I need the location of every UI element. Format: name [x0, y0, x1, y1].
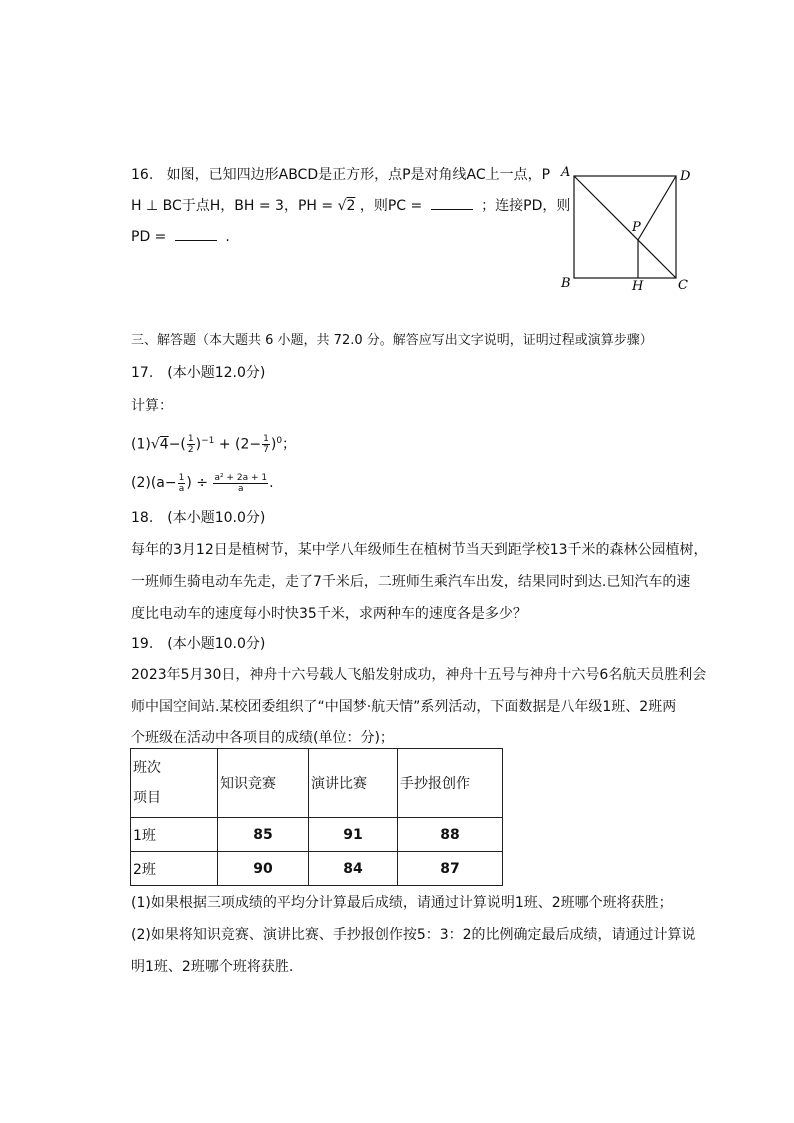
q16-sqrt-value: 2 — [346, 198, 356, 214]
q17-intro: 计算： — [131, 398, 173, 414]
segment-pd — [638, 176, 676, 240]
q17-part1-label: (1) — [131, 436, 151, 453]
fraction-denominator: 7 — [263, 445, 269, 456]
q16-text-line2b: ，则PC = — [359, 198, 423, 214]
q17-plus: + (2− — [214, 436, 262, 453]
q17-close-paren: ) — [195, 436, 202, 453]
corner-bottom-label: 项目 — [133, 790, 161, 806]
q16-text-line3b: . — [225, 229, 230, 245]
q19-part1: (1)如果根据三项成绩的平均分计算最后成绩，请通过计算说明1班、2班哪个班将获胜； — [131, 895, 673, 911]
q16-text-line2a: H ⊥ BC于点H，BH = 3，PH = — [131, 198, 334, 214]
q16-line1 — [131, 165, 550, 185]
scores-table — [130, 748, 503, 886]
cell-value: 87 — [398, 852, 503, 886]
exponent-neg-one: −1 — [201, 436, 215, 446]
q17-part1-end: ； — [282, 436, 297, 453]
q19-line-3: 个班级在活动中各项目的成绩(单位：分)； — [131, 730, 394, 746]
row-label: 1班 — [131, 818, 218, 852]
q17-part2-end: . — [269, 475, 274, 491]
q19-line-2: 师中国空间站.某校团委组织了“中国梦·航天情”系列活动，下面数据是八年级1班、2班两 — [131, 699, 677, 715]
sqrt-sign: √ — [337, 198, 347, 214]
row-label: 2班 — [131, 852, 218, 886]
q17-minus: −( — [168, 436, 186, 453]
q17-part2 — [131, 470, 274, 496]
fraction-numerator: 1 — [178, 472, 185, 483]
fraction-one-half — [187, 434, 195, 455]
label-h: H — [632, 279, 644, 294]
square-figure — [556, 162, 696, 297]
fraction-one-over-a — [178, 473, 186, 494]
q17-sqrt-value: 4 — [159, 436, 169, 453]
q18-line-3: 度比电动车的速度每小时快35千米，求两种车的速度各是多少？ — [131, 606, 527, 622]
label-d: D — [680, 169, 691, 184]
fraction-one-seventh — [262, 434, 270, 455]
answer-blank-pd[interactable] — [175, 228, 217, 241]
column-header: 知识竞赛 — [218, 749, 309, 818]
table-row — [131, 852, 503, 886]
label-p: P — [632, 220, 641, 235]
column-header: 手抄报创作 — [398, 749, 503, 818]
label-c: C — [678, 278, 688, 293]
cell-value: 84 — [309, 852, 398, 886]
corner-top-label: 班次 — [133, 760, 161, 776]
q19-header: 19. (本小题10.0分) — [131, 636, 266, 652]
q16-number: 16. — [131, 167, 154, 183]
fraction-numerator: 1 — [187, 434, 194, 445]
q18-header: 18. (本小题10.0分) — [131, 510, 266, 526]
fraction-denominator: a — [178, 483, 185, 494]
label-a: A — [561, 165, 571, 180]
table-corner-cell — [131, 749, 218, 818]
column-header: 演讲比赛 — [309, 749, 398, 818]
q18-line-1: 每年的3月12日是植树节，某中学八年级师生在植树节当天到距学校13千米的森林公园植树， — [131, 542, 708, 558]
q17-divide: ) ÷ — [186, 475, 208, 491]
label-b: B — [561, 276, 571, 291]
q19-part2-line-1: (2)如果将知识竞赛、演讲比赛、手抄报创作按5：3：2的比例确定最后成绩，请通过计算说 — [131, 927, 696, 943]
sqrt-sign: √ — [150, 436, 160, 453]
fraction-polynomial — [213, 473, 268, 494]
q19-part2-line-2: 明1班、2班哪个班将获胜. — [131, 959, 294, 975]
diagonal-ac — [574, 176, 676, 278]
cell-value: 85 — [218, 818, 309, 852]
table-header-row — [131, 749, 503, 818]
table-row — [131, 818, 503, 852]
q18-line-2: 一班师生骑电动车先走，走了7千米后，二班师生乘汽车出发，结果同时到达.已知汽车的速 — [131, 574, 691, 590]
q16-line2 — [131, 196, 570, 216]
cell-value: 90 — [218, 852, 309, 886]
fraction-numerator: a² + 2a + 1 — [214, 472, 268, 483]
q19-line-1: 2023年5月30日，神舟十六号载人飞船发射成功，神舟十五号与神舟十六号6名航天员胜利会 — [131, 667, 707, 683]
q17-part1 — [131, 429, 296, 457]
q17-close-paren-2: ) — [270, 436, 277, 453]
q17-part2-label: (2)(a− — [131, 475, 177, 491]
section-title: 三、解答题（本大题共 6 小题，共 72.0 分。解答应写出文字说明，证明过程或演算步骤） — [131, 333, 653, 348]
cell-value: 88 — [398, 818, 503, 852]
q17-header: 17. (本小题12.0分) — [131, 365, 266, 381]
q16-text-line3a: PD = — [131, 229, 167, 245]
exponent-zero: 0 — [276, 436, 283, 446]
fraction-denominator: a — [238, 483, 244, 494]
q16-line3 — [131, 227, 230, 247]
answer-blank-pc[interactable] — [431, 197, 473, 210]
q16-text-line1: 如图，已知四边形ABCD是正方形，点P是对角线AC上一点，P — [166, 167, 551, 183]
fraction-denominator: 2 — [187, 445, 194, 456]
fraction-numerator: 1 — [263, 434, 269, 445]
q16-text-line2c: ；连接PD，则 — [481, 198, 571, 214]
cell-value: 91 — [309, 818, 398, 852]
